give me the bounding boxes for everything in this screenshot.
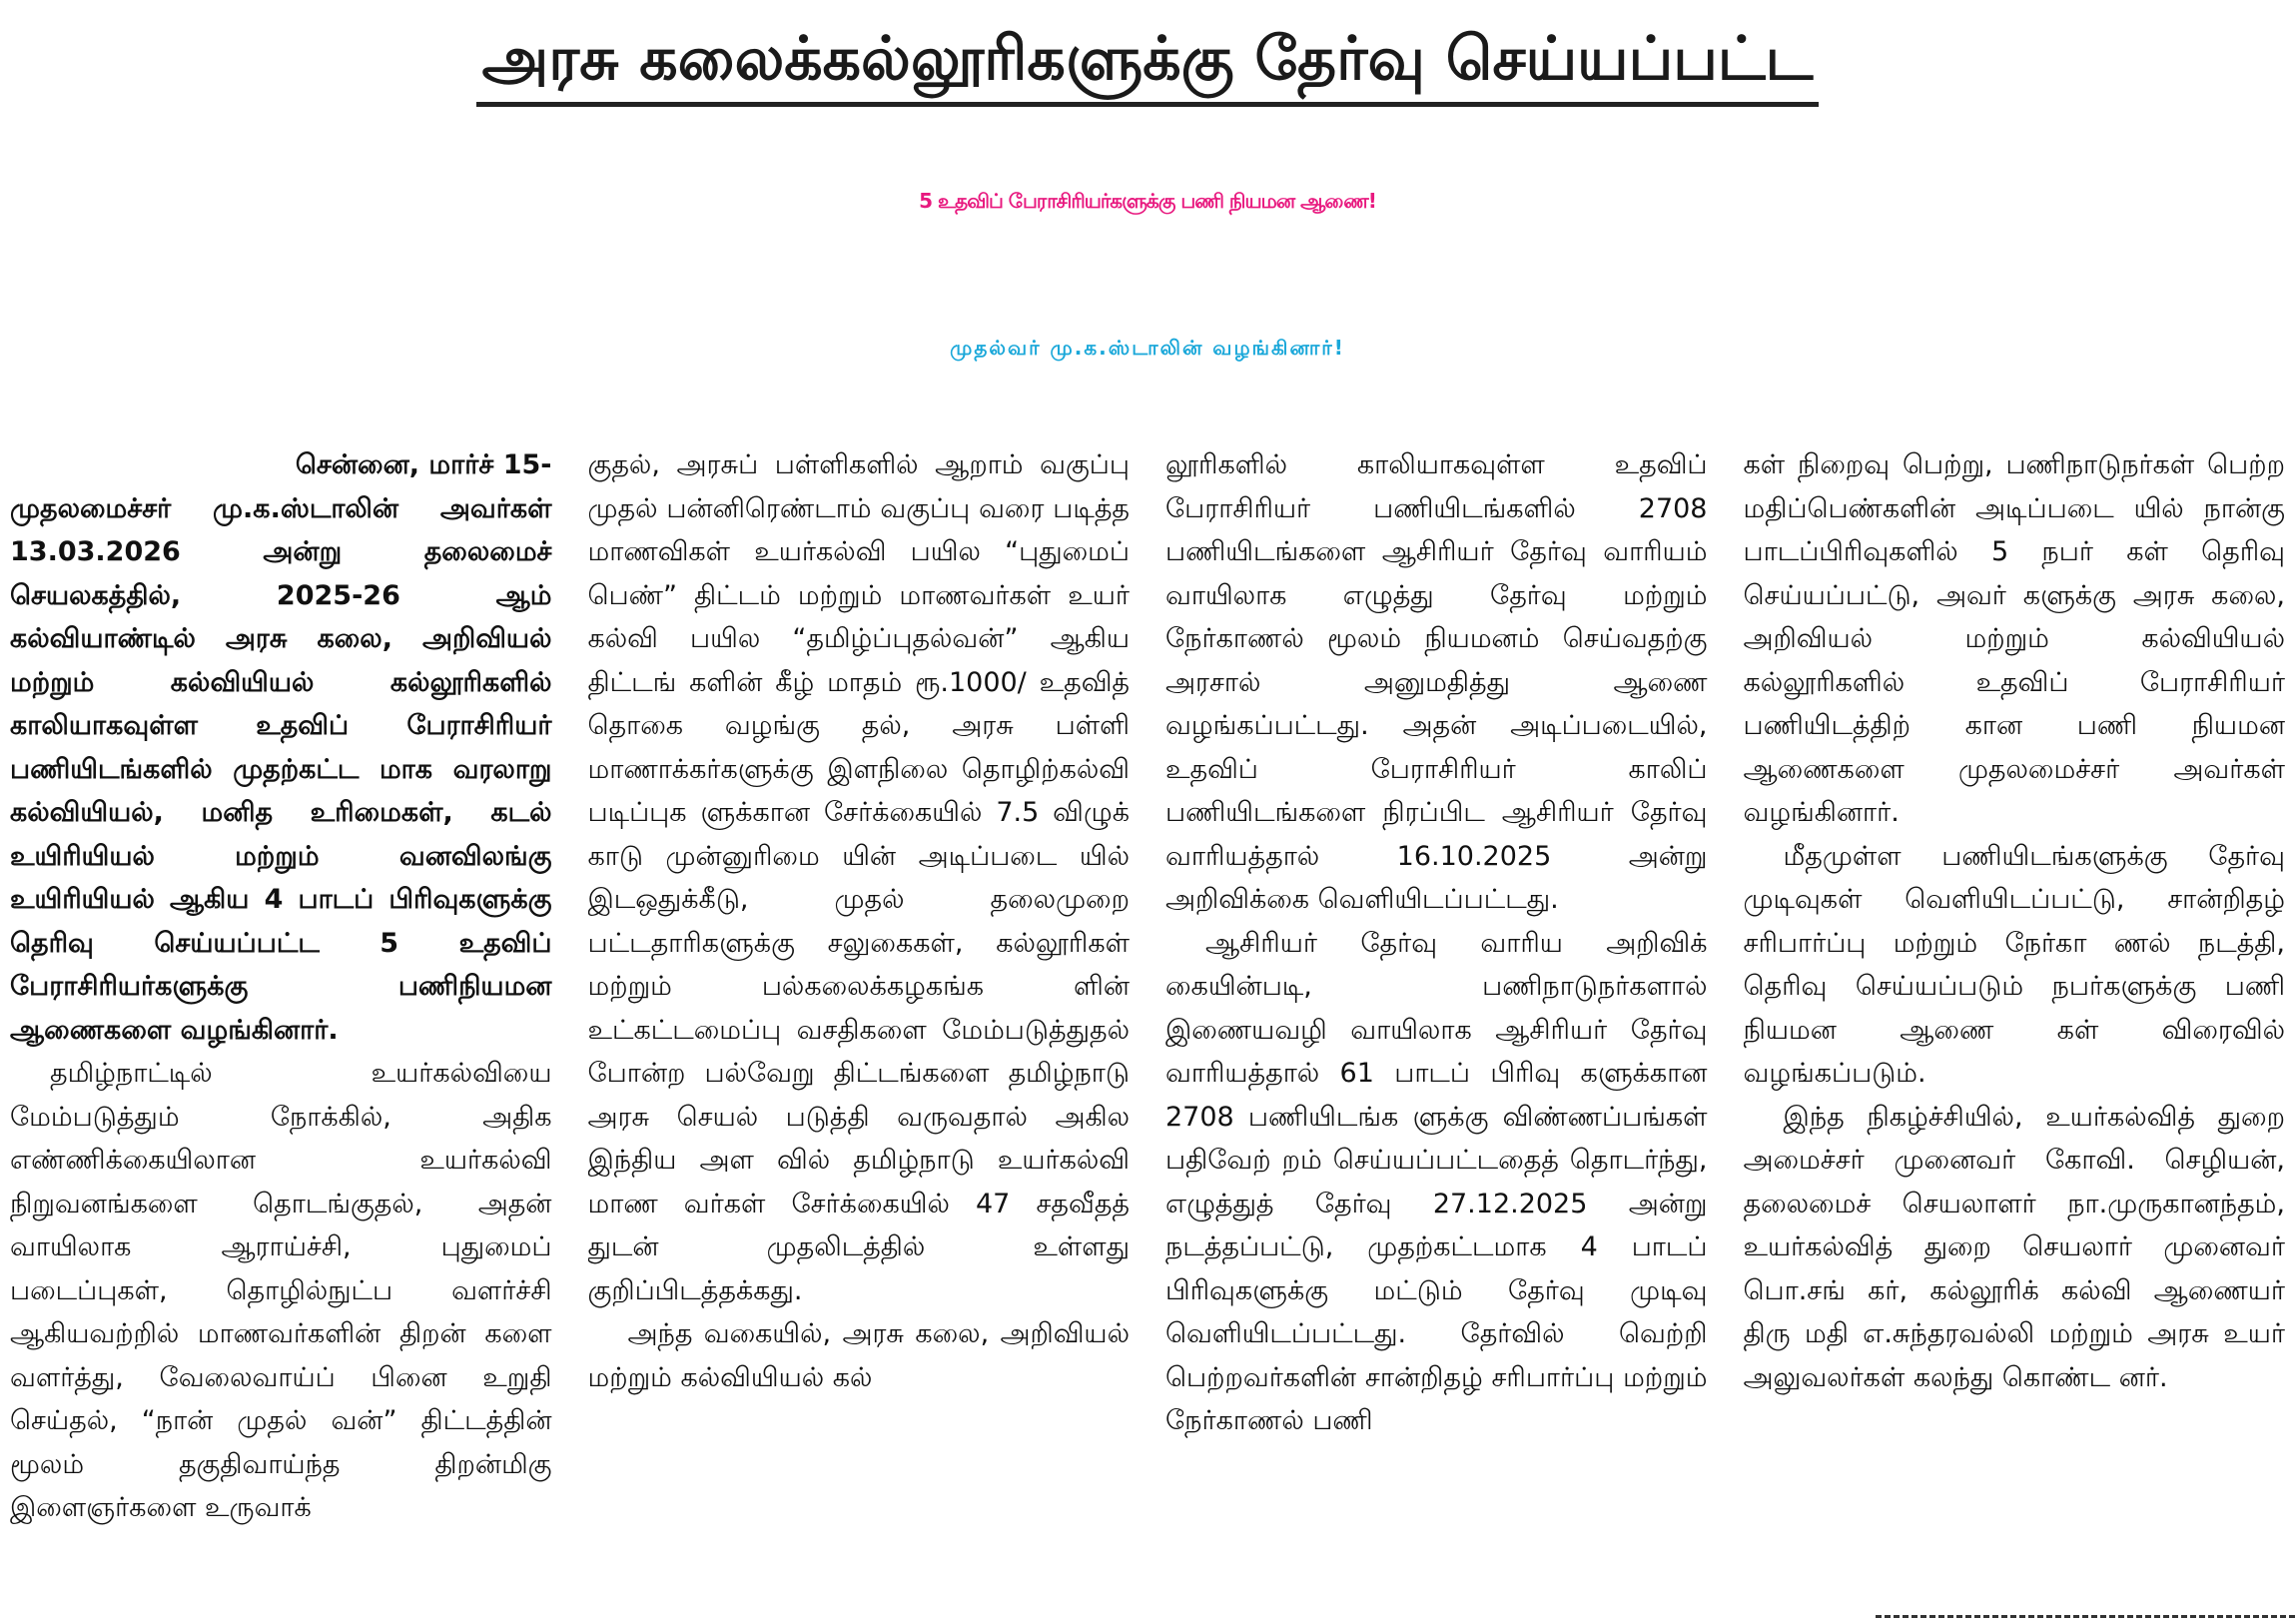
column-4 xyxy=(1744,443,2286,1614)
dashed-divider xyxy=(1876,1615,2295,1618)
body-paragraph: கள் நிறைவு பெற்று, பணிநாடுநர்கள் பெற்ற மதிப்பெண்களின் அடிப்படை யில் நான்கு பாடப்பிரிவுகளில் 5 நபர் கள் தெரிவு செய்யப்பட்டு, அவர் களுக்கு அரசு கலை, அறிவியல் மற்றும் கல்வியியல் கல்லூரிகளில் உதவிப் பேராசிரியர் பணியிடத்திற் கான பணி நியமன ஆணைகளை முதலமைச்சர் அவர்கள் வழங்கினார். xyxy=(1743,449,2285,828)
subheadline: முதல்வர் மு.க.ஸ்டாலின் வழங்கினார்! xyxy=(950,336,1345,360)
kicker-text: அரசு கலைக்கல்லூரிகளுக்கு தேர்வு செய்யப்பட்ட xyxy=(476,18,1820,107)
body-paragraph: மீதமுள்ள பணியிடங்களுக்கு தேர்வு முடிவுகள் வெளியிடப்பட்டு, சான்றிதழ் சரிபார்ப்பு மற்றும் நேர்கா ணல் நடத்தி, தெரிவு செய்யப்படும் நபர்களுக்கு பணி நியமன ஆணை கள் விரைவில் வழங்கப்படும். xyxy=(1743,840,2285,1089)
column-2 xyxy=(588,443,1131,1614)
kicker-heading xyxy=(0,18,2295,107)
body-paragraph: குதல், அரசுப் பள்ளிகளில் ஆறாம் வகுப்பு முதல் பன்னிரெண்டாம் வகுப்பு வரை படித்த மாணவிகள் உயர்கல்வி பயில “புதுமைப் பெண்” திட்டம் மற்றும் மாணவர்கள் உயர் கல்வி பயில “தமிழ்ப்புதல்வன்” ஆகிய திட்டங் களின் கீழ் மாதம் ரூ.1000/ உதவித் தொகை வழங்கு தல், அரசு பள்ளி மாணாக்கர்களுக்கு இளநிலை தொழிற்கல்வி படிப்புக ளுக்கான சேர்க்கையில் 7.5 விழுக் காடு முன்னுரிமை யின் அடிப்படை யில் இடஒதுக்கீடு, முதல் தலைமுறை பட்டதாரிகளுக்கு சலுகைகள், கல்லூரிகள் மற்றும் பல்கலைக்கழகங்க ளின் உட்கட்டமைப்பு வசதிகளை மேம்படுத்துதல் போன்ற பல்வேறு திட்டங்களை தமிழ்நாடு அரசு செயல் படுத்தி வருவதால் அகில இந்திய அள வில் தமிழ்நாடு உயர்கல்வி மாண வர்கள் சேர்க்கையில் 47 சதவீதத் துடன் முதலிடத்தில் உள்ளது குறிப்பிடத்தக்கது. xyxy=(587,449,1130,1306)
body-paragraph: அந்த வகையில், அரசு கலை, அறிவியல் மற்றும் கல்வியியல் கல் xyxy=(587,1318,1130,1393)
body-paragraph: லூரிகளில் காலியாகவுள்ள உதவிப் பேராசிரியர் பணியிடங்களில் 2708 பணியிடங்களை ஆசிரியர் தேர்வு வாரியம் வாயிலாக எழுத்து தேர்வு மற்றும் நேர்காணல் மூலம் நியமனம் செய்வதற்கு அரசால் அனுமதித்து ஆணை வழங்கப்பட்டது. அதன் அடிப்படையில், உதவிப் பேராசிரியர் காலிப் பணியிடங்களை நிரப்பிட ஆசிரியர் தேர்வு வாரியத்தால் 16.10.2025 அன்று அறிவிக்கை வெளியிடப்பட்டது. xyxy=(1165,449,1708,915)
lead-paragraph: முதலமைச்சர் மு.க.ஸ்டாலின் அவர்கள் 13.03.2026 அன்று தலைமைச் செயலகத்தில், 2025-26 ஆம் கல்வியாண்டில் அரசு கலை, அறிவியல் மற்றும் கல்வியியல் கல்லூரிகளில் காலியாகவுள்ள உதவிப் பேராசிரியர் பணியிடங்களில் முதற்கட்ட மாக வரலாறு கல்வியியல், மனித உரிமைகள், கடல் உயிரியியல் மற்றும் வனவிலங்கு உயிரியியல் ஆகிய 4 பாடப் பிரிவுகளுக்கு தெரிவு செய்யப்பட்ட 5 உதவிப் பேராசிரியர்களுக்கு பணிநியமன ஆணைகளை வழங்கினார். xyxy=(10,492,552,1046)
body-paragraph: தமிழ்நாட்டில் உயர்கல்வியை மேம்படுத்தும் நோக்கில், அதிக எண்ணிக்கையிலான உயர்கல்வி நிறுவனங்களை தொடங்குதல், அதன் வாயிலாக ஆராய்ச்சி, புதுமைப் படைப்புகள், தொழில்நுட்ப வளர்ச்சி ஆகியவற்றில் மாணவர்களின் திறன் களை வளர்த்து, வேலைவாய்ப் பினை உறுதி செய்தல், “நான் முதல் வன்” திட்டத்தின் மூலம் தகுதிவாய்ந்த திறன்மிகு இளைஞர்களை உருவாக் xyxy=(10,1058,552,1523)
dateline: சென்னை, மார்ச் 15- xyxy=(295,449,552,480)
body-paragraph: இந்த நிகழ்ச்சியில், உயர்கல்வித் துறை அமைச்சர் முனைவர் கோவி. செழியன், தலைமைச் செயலாளர் நா.முருகானந்தம், உயர்கல்வித் துறை செயலார் முனைவர் பொ.சங் கர், கல்லூரிக் கல்வி ஆணையர் திரு மதி எ.சுந்தரவல்லி மற்றும் அரசு உயர் அலுவலர்கள் கலந்து கொண்ட னர். xyxy=(1743,1101,2285,1393)
article-body xyxy=(10,443,2285,1614)
body-paragraph: ஆசிரியர் தேர்வு வாரிய அறிவிக் கையின்படி, பணிநாடுநர்களால் இணையவழி வாயிலாக ஆசிரியர் தேர்வு வாரியத்தால் 61 பாடப் பிரிவு களுக்கான 2708 பணியிடங்க ளுக்கு விண்ணப்பங்கள் பதிவேற் றம் செய்யப்பட்டதைத் தொடர்ந்து, எழுத்துத் தேர்வு 27.12.2025 அன்று நடத்தப்பட்டு, முதற்கட்டமாக 4 பாடப் பிரிவுகளுக்கு மட்டும் தேர்வு முடிவு வெளியிடப்பட்டது. தேர்வில் வெற்றி பெற்றவர்களின் சான்றிதழ் சரிபார்ப்பு மற்றும் நேர்காணல் பணி xyxy=(1165,927,1708,1436)
column-3 xyxy=(1165,443,1708,1614)
column-1 xyxy=(10,443,552,1614)
headline: 5 உதவிப் பேராசிரியர்களுக்கு பணி நியமன ஆணை! xyxy=(919,189,1376,213)
